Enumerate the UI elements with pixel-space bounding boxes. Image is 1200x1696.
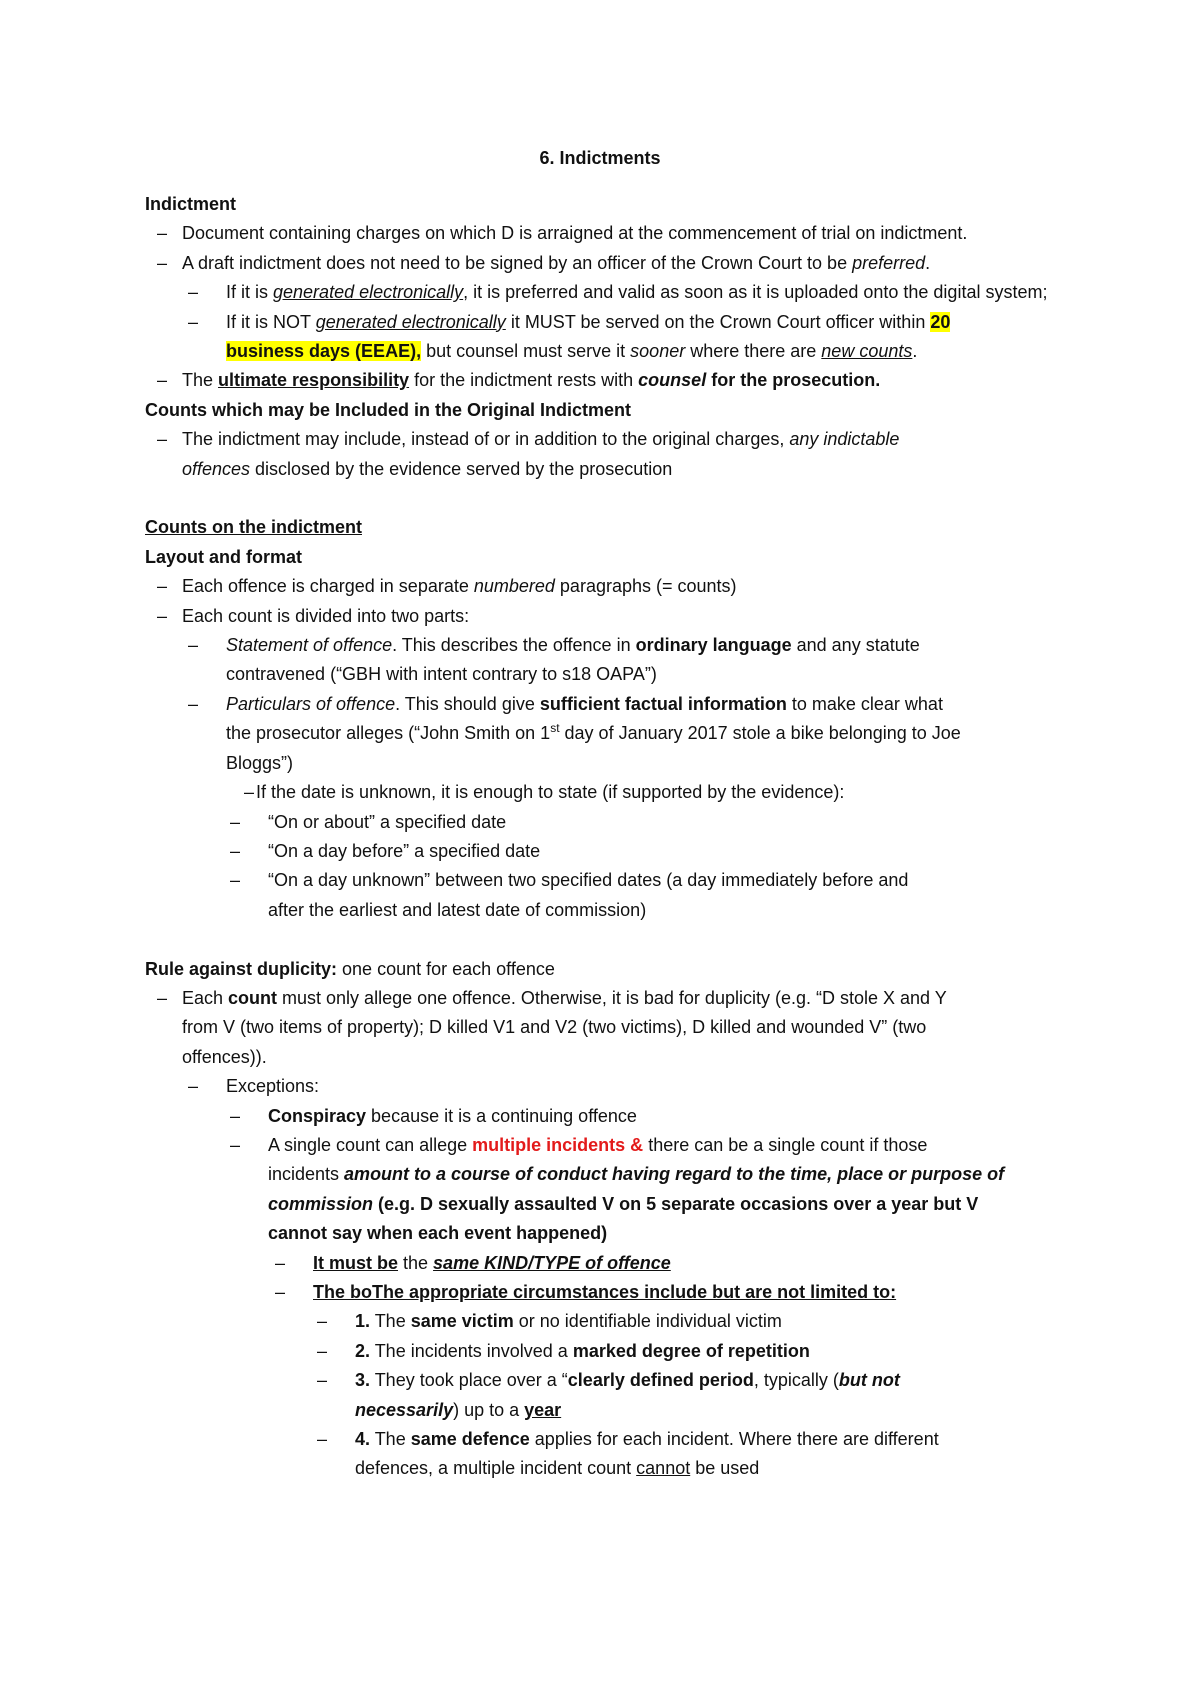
list-item: – Each count must only allege one offence. Otherwise, it is bad for duplicity (e.g. “D stole X and Y from V (two items of property); D killed V1 and V2 (two victims), D killed and wounded V” (two offences)). xyxy=(145,984,1080,1072)
bullet-dash: – xyxy=(188,311,199,332)
bullet-dash: – xyxy=(157,223,168,244)
bullet-dash: – xyxy=(157,370,168,391)
heading-indictment: Indictment xyxy=(145,194,237,214)
highlight-business-days: business days (EEAE), xyxy=(226,341,422,362)
page-title: 6. Indictments xyxy=(539,148,661,168)
list-item: – Document containing charges on which D is arraigned at the commencement of trial on indictment. xyxy=(145,219,1080,248)
bullet-dash: – xyxy=(188,1076,199,1097)
list-item: – The boThe appropriate circumstances include but are not limited to: xyxy=(145,1278,1080,1307)
list-item: – 1. The same victim or no identifiable individual victim xyxy=(145,1307,1080,1336)
list-item: – 4. The same defence applies for each incident. Where there are different defences, a multiple incident count cannot be used xyxy=(145,1425,1080,1484)
bullet-dash: – xyxy=(188,693,199,714)
list-item: – Statement of offence. This describes the offence in ordinary language and any statute contravened (“GBH with intent contrary to s18 OAPA”) xyxy=(145,631,1080,690)
list-item: – If it is generated electronically, it is preferred and valid as soon as it is uploaded onto the digital system; xyxy=(145,278,1080,307)
bullet-dash: – xyxy=(157,605,168,626)
list-item: – “On a day unknown” between two specified dates (a day immediately before and after the earliest and latest date of commission) xyxy=(145,866,1080,925)
bullet-dash: – xyxy=(244,782,255,803)
bullet-dash: – xyxy=(317,1429,328,1450)
highlight-20: 20 xyxy=(930,311,951,332)
list-item: – “On or about” a specified date xyxy=(145,808,1080,837)
list-item: – A single count can allege multiple incidents & there can be a single count if those incidents amount to a course of conduct having regard to the time, place or purpose of commission (e.g. D sexually assaulted V on 5 separate occasions over a year but V cannot say when each event happened) xyxy=(145,1131,1080,1249)
document-body xyxy=(145,190,1080,1484)
list-item: – Particulars of offence. This should give sufficient factual information to make clear what the prosecutor alleges (“John Smith on 1st day of January 2017 stole a bike belonging to Joe Bloggs”) xyxy=(145,690,1080,778)
spacer xyxy=(145,484,1080,513)
list-item: – Conspiracy because it is a continuing offence xyxy=(145,1102,1080,1131)
bullet-dash: – xyxy=(275,1282,286,1302)
heading-duplicity: Rule against duplicity: one count for each offence xyxy=(145,958,555,979)
list-item: – 2. The incidents involved a marked degree of repetition xyxy=(145,1337,1080,1366)
list-item: – 3. They took place over a “clearly defined period, typically (but not necessarily) up to a year xyxy=(145,1366,1080,1425)
bullet-dash: – xyxy=(230,1105,241,1126)
bullet-dash: – xyxy=(230,870,241,891)
bullet-dash: – xyxy=(275,1252,286,1273)
bullet-dash: – xyxy=(230,811,241,832)
list-item: – Each count is divided into two parts: xyxy=(145,602,1080,631)
bullet-dash: – xyxy=(188,635,199,656)
bullet-dash: – xyxy=(157,576,168,597)
list-item: – The indictment may include, instead of or in addition to the original charges, any indictable offences disclosed by the evidence served by the prosecution xyxy=(145,425,1080,484)
spacer xyxy=(145,925,1080,954)
list-item: – Each offence is charged in separate numbered paragraphs (= counts) xyxy=(145,572,1080,601)
list-item: – Exceptions: xyxy=(145,1072,1080,1101)
bullet-dash: – xyxy=(157,429,168,450)
heading-counts-on-indictment: Counts on the indictment xyxy=(145,517,362,538)
list-item: – If it is NOT generated electronically it MUST be served on the Crown Court officer within 20 business days (EEAE), but counsel must serve it sooner where there are new counts. xyxy=(145,308,1080,367)
bullet-dash: – xyxy=(157,987,168,1008)
subheading-layout: Layout and format xyxy=(145,546,303,567)
bullet-dash: – xyxy=(230,840,241,861)
bullet-dash: – xyxy=(230,1134,241,1155)
list-item: – If the date is unknown, it is enough to state (if supported by the evidence): xyxy=(145,778,1080,807)
list-item: – It must be the same KIND/TYPE of offence xyxy=(145,1249,1080,1278)
bullet-dash: – xyxy=(317,1340,328,1361)
red-emphasis: multiple incidents & xyxy=(472,1134,644,1155)
list-item: – The ultimate responsibility for the indictment rests with counsel for the prosecution. xyxy=(145,366,1080,395)
list-item: – “On a day before” a specified date xyxy=(145,837,1080,866)
heading-counts-original: Counts which may be Included in the Original Indictment xyxy=(145,399,632,420)
bullet-dash: – xyxy=(188,282,199,303)
bullet-dash: – xyxy=(317,1311,328,1332)
list-item: – A draft indictment does not need to be signed by an officer of the Crown Court to be preferred. xyxy=(145,249,1080,278)
bullet-dash: – xyxy=(317,1370,328,1391)
bullet-dash: – xyxy=(157,252,168,273)
